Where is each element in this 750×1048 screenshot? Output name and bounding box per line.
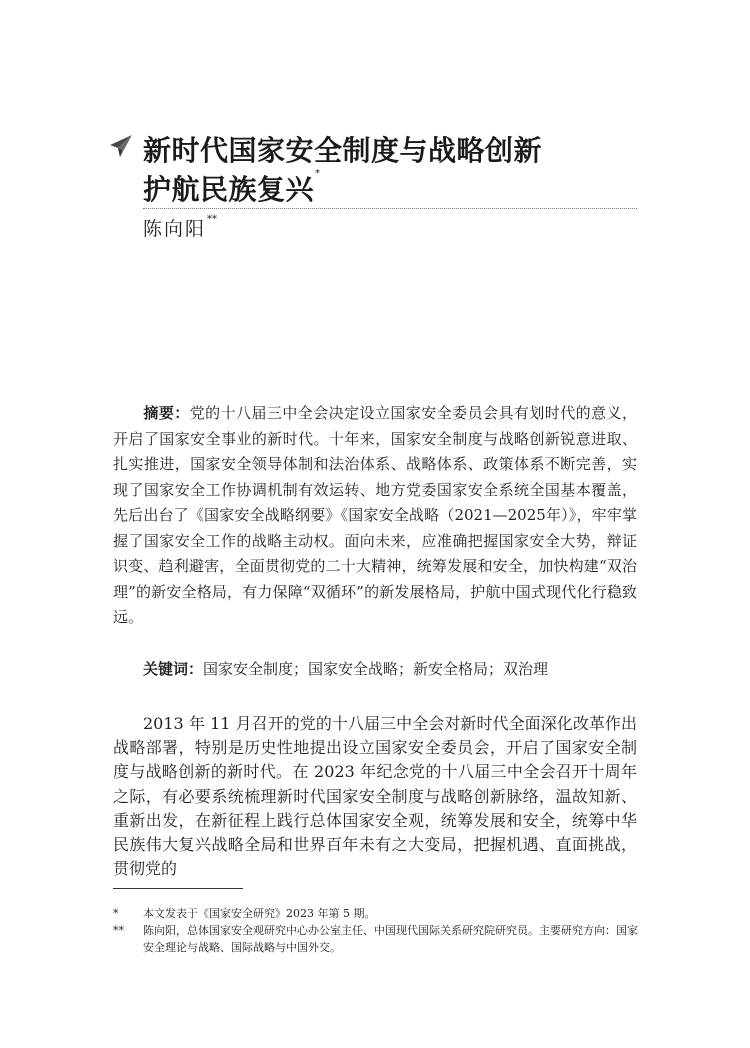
abstract (113, 401, 637, 631)
keywords (143, 658, 548, 679)
author-note-mark: ** (207, 214, 218, 225)
abstract-text: 党的十八届三中全会决定设立国家安全委员会具有划时代的意义，开启了国家安全事业的新时代。十年来，国家安全制度与战略创新锐意进取、扎实推进，国家安全领导体制和法治体系、战略体系、政策体系不断完善，实现了国家安全工作协调机制有效运转、地方党委国家安全系统全国基本覆盖，先后出台了《国家安全战略纲要》《国家安全战略（2021—2025年）》，牢牢掌握了国家安全工作的战略主动权。面向未来，应准确把握国家安全大势，辩证识变、趋利避害，全面贯彻党的二十大精神，统筹发展和安全，加快构建“双治理”的新安全格局，有力保障“双循环”的新发展格局，护航中国式现代化行稳致远。 (113, 404, 637, 626)
title-note-mark: * (315, 168, 321, 179)
title-divider (143, 208, 637, 209)
footnote-mark: * (113, 907, 119, 920)
keywords-label: 关键词： (143, 660, 204, 678)
keywords-text: 国家安全制度；国家安全战略；新安全格局；双治理 (203, 660, 549, 678)
footnote-divider (113, 888, 243, 889)
body-paragraph-text: 2013 年 11 月召开的党的十八届三中全会对新时代全面深化改革作出战略部署，特别是历史性地提出设立国家安全委员会，开启了国家安全制度与战略创新的新时代。在 2023 年纪念党的十八届三中全会召开十周年之际，有必要系统梳理新时代国家安全制度与战略创新脉络，温故知新、重新出发，在新征程上践行总体国家安全观，统筹发展和安全，统筹中华民族伟大复兴战略全局和世界百年未有之大变局，把握机遇、直面挑战，贯彻党的 (113, 714, 637, 879)
footnote-1 (113, 905, 375, 922)
author-text: 陈向阳 (143, 218, 207, 240)
paper-plane-icon (108, 133, 134, 159)
abstract-label: 摘要： (143, 404, 190, 422)
footnote-2 (113, 922, 643, 956)
author-name (143, 214, 217, 241)
body-paragraph (113, 712, 637, 881)
footnote-text: 陈向阳，总体国家安全观研究中心办公室主任、中国现代国际关系研究院研究员。主要研究方向：国家安全理论与战略、国际战略与中国外交。 (143, 924, 638, 954)
footnote-text: 本文发表于《国家安全研究》2023 年第 5 期。 (143, 907, 376, 920)
footnote-mark: ** (113, 924, 124, 937)
article-title-line-2 (143, 168, 321, 208)
title-text: 护航民族复兴 (143, 173, 315, 206)
article-title-line-1: 新时代国家安全制度与战略创新 (143, 134, 543, 167)
